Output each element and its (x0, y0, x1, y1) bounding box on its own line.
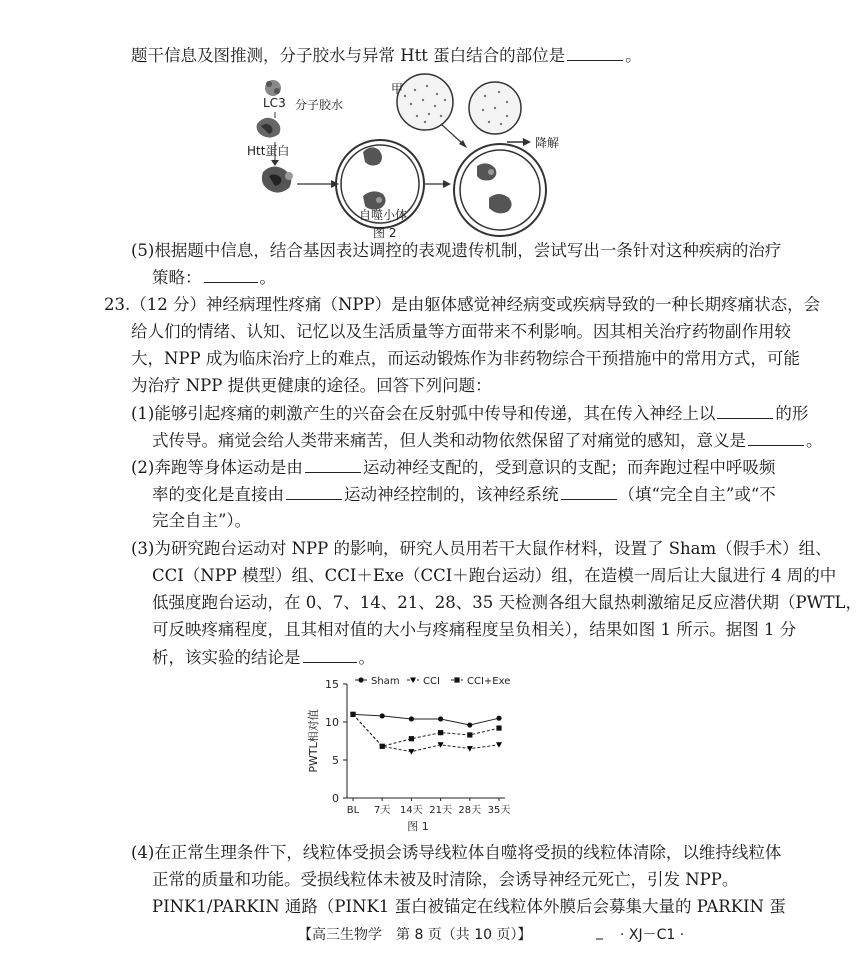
y-axis-label: PWTL相对值 (307, 709, 320, 773)
label-autophagosome: 自噬小体 (359, 208, 408, 222)
x-tick-label: 21天 (429, 805, 452, 816)
legend-marker (454, 677, 459, 682)
footer-dash: _ (596, 924, 603, 940)
answer-blank[interactable] (204, 266, 258, 283)
q22-intro: 题干信息及图推测，分子胶水与异常 Htt 蛋白结合的部位是 。 (131, 46, 642, 65)
answer-blank[interactable] (305, 456, 361, 473)
legend-marker (358, 677, 363, 682)
data-point-cci (496, 742, 502, 748)
lysosome-jia (397, 74, 453, 130)
footer-code: · XJ－C1 · (620, 927, 685, 943)
q23-3-line3: 低强度跑台运动，在 0、7、14、21、28、35 天检测各组大鼠热刺激缩足反应潜伏期（PWTL， (152, 593, 862, 612)
data-point-cciexe (380, 744, 385, 749)
answer-blank[interactable] (286, 483, 342, 500)
answer-blank[interactable] (303, 646, 357, 663)
figure-2 (247, 72, 575, 248)
q23-4-line3: PINK1/PARKIN 通路（PINK1 蛋白被锚定在线粒体外膜后会募集大量的 PARKIN 蛋 (152, 897, 786, 916)
q22-5-line1: (5)根据题中信息，结合基因表达调控的表观遗传机制，尝试写出一条针对这种疾病的治疗 (131, 241, 782, 260)
legend-label: CCI (423, 676, 440, 687)
label-htt-protein: Htt蛋白 (247, 144, 290, 158)
pwtl-line-chart (305, 676, 515, 836)
y-tick-label: 15 (325, 678, 339, 691)
q23-2-line2: 率的变化是直接由 运动神经控制的，该神经系统 （填“完全自主”或“不 (152, 485, 776, 504)
data-point-cciexe (438, 730, 443, 735)
y-tick-label: 10 (325, 716, 339, 729)
legend-marker (410, 678, 416, 684)
q23-3-line2: CCI（NPP 模型）组、CCI＋Exe（CCI＋跑台运动）组，在造模一周后让大鼠进行 4 周的中 (152, 566, 837, 585)
y-tick-label: 5 (332, 754, 339, 767)
x-tick-label: 7天 (374, 805, 391, 816)
x-tick-label: 35天 (487, 805, 511, 816)
data-point-cci (408, 749, 414, 755)
answer-blank[interactable] (567, 44, 623, 61)
figure-1 (305, 676, 515, 836)
answer-blank[interactable] (561, 483, 617, 500)
y-tick-label: 0 (332, 792, 339, 805)
q23-3-line1: (3)为研究跑台运动对 NPP 的影响，研究人员用若干大鼠作材料，设置了 Sham（假手术）组、 (131, 539, 832, 558)
data-point-cciexe (350, 712, 355, 717)
label-lc3: LC3 (263, 96, 286, 110)
q23-1-line2: 式传导。痛觉会给人类带来痛苦，但人类和动物依然保留了对痛觉的感知，意义是 。 (152, 431, 823, 450)
q23-3-line4: 可反映疼痛程度，且其相对值的大小与疼痛程度呈负相关），结果如图 1 所示。据图 1 分 (152, 620, 797, 639)
q23-2-line3: 完全自主”）。 (152, 511, 252, 530)
q23-line3: 大，NPP 成为临床治疗上的难点，而运动锻炼作为非药物综合干预措施中的常用方式，可能 (131, 349, 800, 368)
data-point-sham (467, 722, 472, 727)
label-degrade: 降解 (535, 136, 560, 150)
x-tick-label: 28天 (458, 805, 482, 816)
autophagosome-2 (454, 144, 546, 236)
htt-glue-complex-icon (262, 166, 293, 192)
q22-5-line2: 策略： 。 (152, 268, 276, 287)
figure-2-caption: 图 2 (373, 226, 397, 240)
series-line-sham (353, 714, 499, 725)
data-point-cciexe (467, 732, 472, 737)
x-tick-label: BL (346, 805, 360, 816)
data-point-cciexe (409, 736, 414, 741)
q23-2-line1: (2)奔跑等身体运动是由 运动神经支配的，受到意识的支配；而奔跑过程中呼吸频 (131, 458, 776, 477)
htt-protein-icon (257, 118, 281, 138)
footer-page-info: 【高三生物学 第 8 页（共 10 页）】 (298, 927, 532, 943)
x-tick-label: 14天 (400, 805, 423, 816)
q23-4-line1: (4)在正常生理条件下，线粒体受损会诱导线粒体自噬将受损的线粒体清除，以维持线粒体 (131, 843, 782, 862)
data-point-sham (496, 716, 501, 721)
label-molecular-glue: 分子胶水 (295, 98, 344, 112)
legend-label: CCI+Exe (467, 676, 511, 687)
q23-1-line1: (1)能够引起疼痛的刺激产生的兴奋会在反射弧中传导和传递，其在传入神经上以 的形 (131, 404, 809, 423)
legend-label: Sham (371, 676, 400, 687)
q23-line4: 为治疗 NPP 提供更健康的途径。回答下列问题： (131, 376, 492, 395)
answer-blank[interactable] (717, 402, 773, 419)
data-point-sham (380, 713, 385, 718)
data-point-sham (438, 716, 443, 721)
chart-caption: 图 1 (407, 820, 429, 833)
data-point-sham (409, 716, 414, 721)
molecular-glue-icon (265, 80, 281, 96)
data-point-cciexe (496, 725, 501, 730)
q23-line1: 23.（12 分）神经病理性疼痛（NPP）是由躯体感觉神经病变或疾病导致的一种长期疼痛状态，会 (104, 295, 821, 314)
lysosome-2 (469, 82, 521, 134)
q23-4-line2: 正常的质量和功能。受损线粒体未被及时清除，会诱导神经元死亡，引发 NPP。 (152, 870, 739, 889)
q23-line2: 给人们的情绪、认知、记忆以及生活质量等方面带来不利影响。因其相关治疗药物副作用较 (131, 322, 791, 341)
data-point-cci (467, 746, 473, 752)
label-jia: 甲 (391, 82, 404, 96)
answer-blank[interactable] (748, 429, 804, 446)
q23-3-line5: 析，该实验的结论是 。 (152, 648, 375, 667)
